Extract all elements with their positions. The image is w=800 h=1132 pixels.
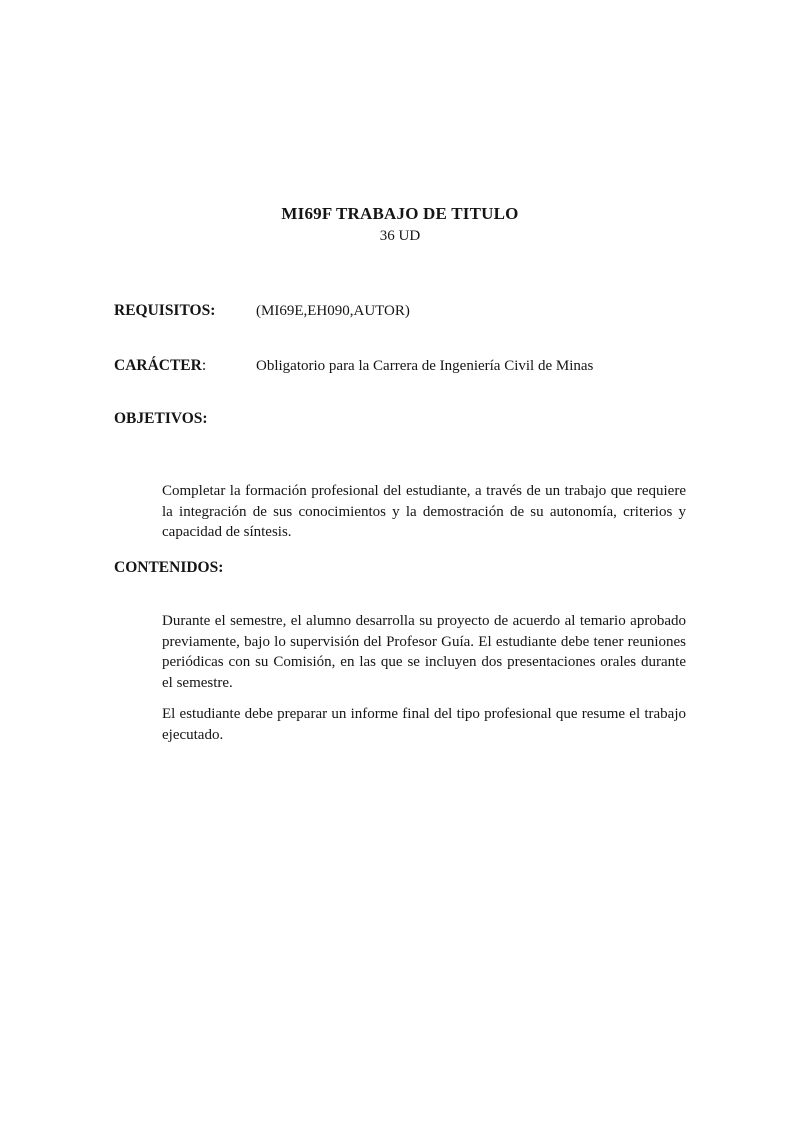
field-value-caracter: Obligatorio para la Carrera de Ingeniería Civil de Minas xyxy=(256,358,594,374)
field-label-caracter xyxy=(114,357,256,375)
field-label-requisitos xyxy=(114,302,256,320)
contenidos-paragraph-1: Durante el semestre, el alumno desarrolla su proyecto de acuerdo al temario aprobado previamente, bajo lo supervisión del Profesor Guía. El estudiante debe tener reuniones periódicas con su Comisión, en las que se incluyen dos presentaciones orales durante el semestre. xyxy=(162,613,686,691)
field-label-text: CARÁCTER xyxy=(114,357,202,374)
field-label-colon: : xyxy=(210,302,216,319)
contenidos-paragraph-2: El estudiante debe preparar un informe final del tipo profesional que resume el trabajo ejecutado. xyxy=(162,706,686,743)
section-heading-contenidos: CONTENIDOS: xyxy=(114,559,224,576)
field-label-text: REQUISITOS xyxy=(114,302,211,319)
course-units: 36 UD xyxy=(379,228,421,244)
field-row-caracter xyxy=(114,357,593,375)
field-row-requisitos xyxy=(114,302,410,320)
course-title: MI69F TRABAJO DE TITULO xyxy=(281,204,519,223)
objetivos-paragraph: Completar la formación profesional del estudiante, a través de un trabajo que requiere la integración de sus conocimientos y la demostración de su autonomía, criterios y capacidad de síntesis. xyxy=(162,483,686,541)
field-value-requisitos: (MI69E,EH090,AUTOR) xyxy=(256,303,410,319)
field-label-colon: : xyxy=(201,357,207,374)
section-heading-objetivos: OBJETIVOS: xyxy=(114,410,208,427)
